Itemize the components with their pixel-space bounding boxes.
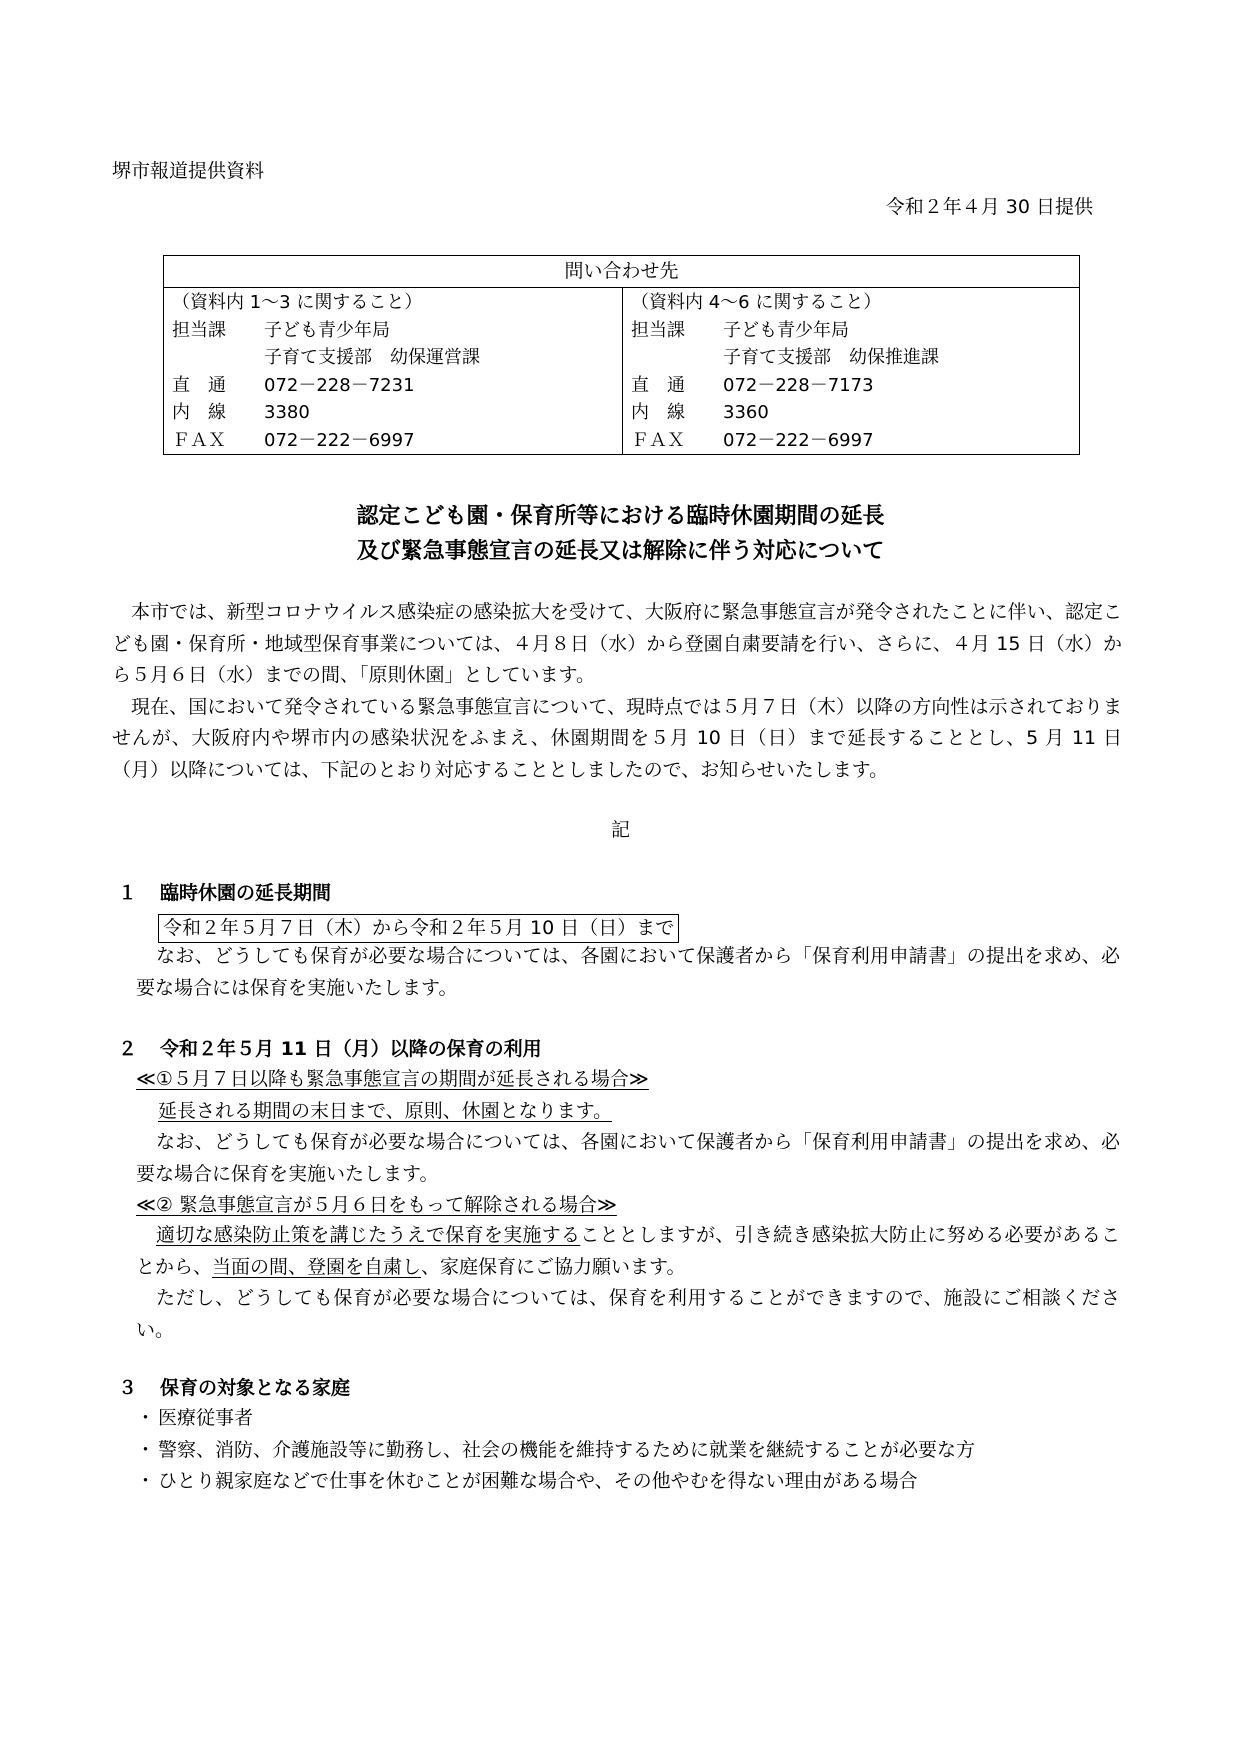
bullet-mark: ・	[136, 1470, 156, 1492]
intro-paragraph-2: 現在、国において発令されている緊急事態宣言について、現時点では５月７日（木）以降の方向性は示されておりませんが、大阪府内や堺市内の感染状況をふまえ、休園期間を５月 10 日（日）まで延長することとし、5 月 11 日（月）以降については、下記のとおり対応することとしましたので、お知らせいたします。	[112, 695, 1122, 781]
contact-ext-row	[631, 399, 1081, 427]
contact-ext: 3360	[723, 402, 769, 423]
contact-divider	[622, 287, 623, 455]
case-2-underline-1: 適切な感染防止策を講じたうえで保育を実施する	[156, 1224, 581, 1246]
section-2-number: ２	[118, 1038, 138, 1060]
section-1-title: 臨時休園の延長期間	[160, 882, 332, 904]
section-3-title: 保育の対象となる家庭	[160, 1377, 351, 1399]
list-item	[136, 1435, 1126, 1467]
contact-direct-key: 直 通	[172, 374, 226, 396]
contact-dept-row	[172, 317, 622, 345]
contact-left-column	[172, 289, 622, 454]
case-1-body	[136, 1127, 1120, 1190]
case-2-body	[136, 1220, 1120, 1346]
contact-direct: 072－228－7173	[723, 374, 874, 396]
bullet-mark: ・	[136, 1407, 156, 1429]
section-2-title: 令和２年５月 11 日（月）以降の保育の利用	[160, 1038, 542, 1060]
contact-fax-row	[172, 427, 622, 455]
contact-ext-key: 内 線	[631, 402, 685, 423]
contact-fax: 072－222－6997	[723, 429, 874, 451]
contact-title: 問い合わせ先	[164, 256, 1079, 288]
contact-fax-key: ＦＡＸ	[631, 429, 685, 451]
section-2-heading	[118, 1036, 542, 1062]
list-item-text: ひとり親家庭などで仕事を休むことが困難な場合や、その他やむを得ない理由がある場合	[158, 1470, 918, 1492]
section-3-list	[136, 1403, 1126, 1498]
contact-ext: 3380	[264, 402, 310, 423]
contact-fax-row	[631, 427, 1081, 455]
case-2-text-1: こととしますが、引き続き感染拡大防止に努める必要があることから、	[136, 1224, 1120, 1278]
contact-right-column	[631, 289, 1081, 454]
section-1-note: なお、どうしても保育が必要な場合については、各園において保護者から「保育利用申請書」の提出を求め、必要な場合には保育を実施いたします。	[136, 945, 1120, 999]
section-3-heading	[118, 1375, 350, 1401]
contact-dept-key: 担当課	[172, 319, 226, 341]
section-1-number: １	[118, 882, 138, 904]
contact-scope: （資料内 4〜6 に関すること）	[631, 292, 882, 313]
contact-direct-key: 直 通	[631, 374, 685, 396]
contact-dept-key: 担当課	[631, 319, 685, 341]
list-item-text: 警察、消防、介護施設等に勤務し、社会の機能を維持するために就業を継続することが必要な方	[158, 1438, 976, 1461]
list-item	[136, 1466, 1126, 1498]
case-2-text-2: 、家庭保育にご協力願います。	[421, 1255, 686, 1278]
contact-dept-1: 子ども青少年局	[723, 319, 849, 341]
contact-scope: （資料内 1〜3 に関すること）	[172, 292, 423, 313]
list-item-text: 医療従事者	[158, 1407, 254, 1429]
document-title-line-2: 及び緊急事態宣言の延長又は解除に伴う対応について	[356, 539, 885, 564]
contact-dept-row	[631, 317, 1081, 345]
contact-dept-1: 子ども青少年局	[264, 319, 390, 341]
contact-direct-row	[631, 372, 1081, 400]
header-date: 令和２年４月 30 日提供	[885, 196, 1093, 218]
case-1-label: ≪①５月７日以降も緊急事態宣言の期間が延長される場合≫	[136, 1068, 649, 1090]
intro-paragraph-1: 本市では、新型コロナウイルス感染症の感染拡大を受けて、大阪府に緊急事態宣言が発令されたことに伴い、認定こども園・保育所・地域型保育事業については、４月８日（水）から登園自粛要請を行い、さらに、４月 15 日（水）から５月６日（水）までの間、「原則休園」としています。	[112, 601, 1122, 686]
header-organization: 堺市報道提供資料	[112, 160, 265, 182]
bullet-mark: ・	[136, 1438, 156, 1461]
case-2-paragraph	[136, 1220, 1120, 1283]
section-1-heading	[118, 880, 331, 906]
contact-ext-key: 内 線	[172, 402, 226, 423]
contact-table	[163, 255, 1080, 455]
section-1-body	[136, 941, 1120, 1004]
section-1-period-box: 令和２年５月７日（木）から令和２年５月 10 日（日）まで	[158, 914, 679, 943]
ki-marker: 記	[610, 819, 630, 841]
contact-fax: 072－222－6997	[264, 429, 415, 451]
contact-direct-row	[172, 372, 622, 400]
case-1-note: なお、どうしても保育が必要な場合については、各園において保護者から「保育利用申請書」の提出を求め、必要な場合に保育を実施いたします。	[136, 1131, 1120, 1185]
contact-dept-2: 子育て支援部 幼保推進課	[723, 347, 939, 368]
intro-paragraphs	[112, 597, 1122, 786]
contact-fax-key: ＦＡＸ	[172, 429, 226, 451]
list-item	[136, 1403, 1126, 1435]
contact-ext-row	[172, 399, 622, 427]
section-3-number: ３	[118, 1377, 138, 1399]
case-2-label: ≪② 緊急事態宣言が５月６日をもって解除される場合≫	[136, 1194, 617, 1216]
case-2-note: ただし、どうしても保育が必要な場合については、保育を利用することができますので、施設にご相談ください。	[136, 1287, 1120, 1341]
case-2-underline-2: 当面の間、登園を自粛し	[212, 1255, 422, 1278]
document-title-line-1: 認定こども園・保育所等における臨時休園期間の延長	[356, 504, 885, 529]
case-1-text: 延長される期間の末日まで、原則、休園となります。	[158, 1100, 613, 1122]
contact-direct: 072－228－7231	[264, 374, 415, 396]
contact-dept-2: 子育て支援部 幼保運営課	[264, 347, 480, 368]
